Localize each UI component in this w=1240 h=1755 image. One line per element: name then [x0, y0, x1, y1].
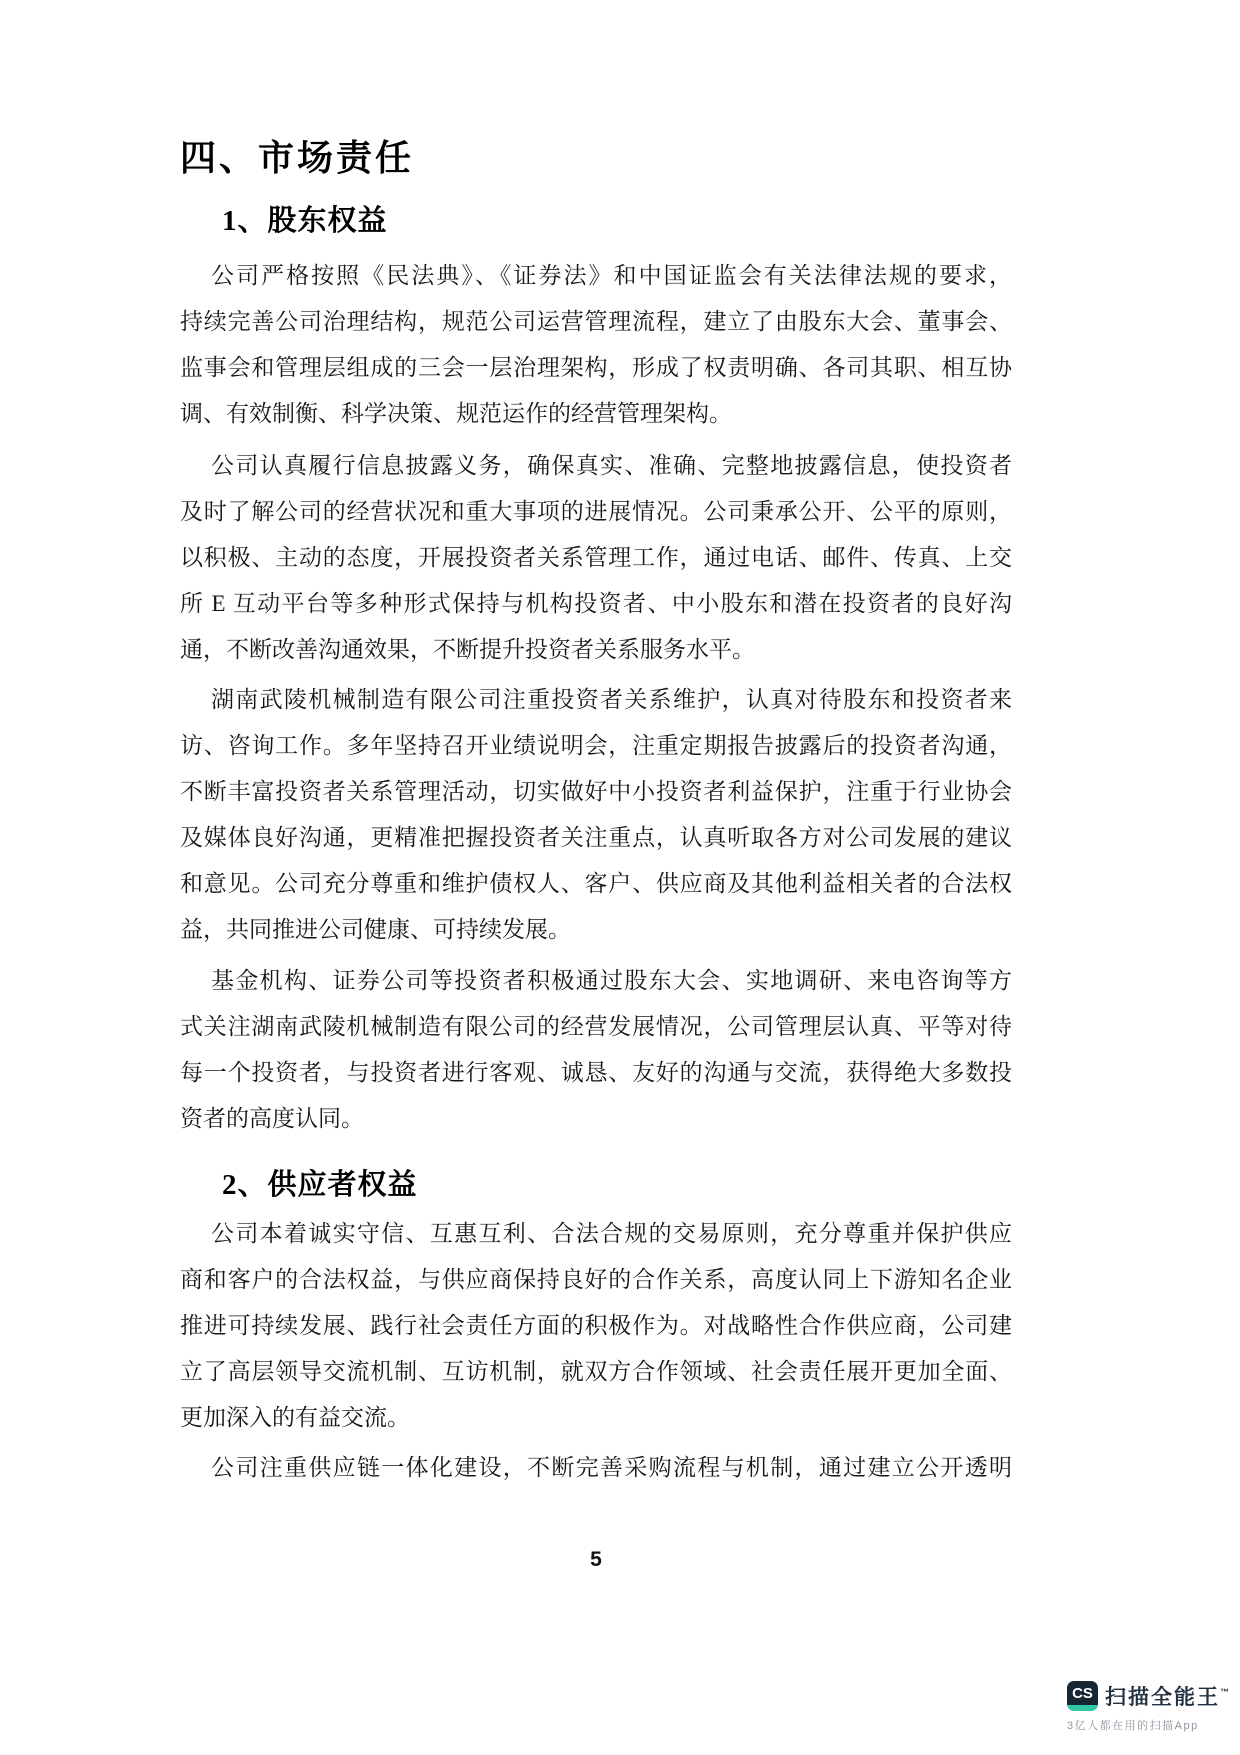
page-number: 5: [590, 1548, 602, 1571]
camscanner-brand-text: 扫描全能王: [1105, 1686, 1220, 1709]
text-line: 公司严格按照《民法典》、《证券法》和中国证监会有关法律法规的要求，: [211, 263, 1012, 288]
text-line: 更加深入的有益交流。: [180, 1405, 410, 1430]
text-line: 调、有效制衡、科学决策、规范运作的经营管理架构。: [180, 401, 732, 426]
text-line: 资者的高度认同。: [180, 1106, 364, 1131]
subsection-heading-supplier-rights: 2、供应者权益: [222, 1169, 418, 1201]
text-line: 和意见。公司充分尊重和维护债权人、客户、供应商及其他利益相关者的合法权: [180, 871, 1012, 896]
text-line: 推进可持续发展、践行社会责任方面的积极作为。对战略性合作供应商，公司建: [180, 1313, 1012, 1338]
text-line: 及媒体良好沟通，更精准把握投资者关注重点，认真听取各方对公司发展的建议: [180, 825, 1012, 850]
paragraph-investor-relations: [180, 677, 1012, 953]
paragraph-investor-recognition: [180, 958, 1012, 1142]
trademark-symbol: ™: [1220, 1687, 1229, 1697]
paragraph-supplier-cooperation: [180, 1211, 1012, 1441]
text-line: 公司认真履行信息披露义务，确保真实、准确、完整地披露信息，使投资者: [211, 453, 1012, 478]
text-line: 持续完善公司治理结构，规范公司运营管理流程，建立了由股东大会、董事会、: [180, 309, 1012, 334]
text-line: 每一个投资者，与投资者进行客观、诚恳、友好的沟通与交流，获得绝大多数投: [180, 1060, 1012, 1085]
text-line: 所 E 互动平台等多种形式保持与机构投资者、中小股东和潜在投资者的良好沟: [180, 591, 1012, 616]
text-line: 式关注湖南武陵机械制造有限公司的经营发展情况，公司管理层认真、平等对待: [180, 1014, 1012, 1039]
text-line: 不断丰富投资者关系管理活动，切实做好中小投资者利益保护，注重于行业协会: [180, 779, 1012, 804]
paragraph-information-disclosure: [180, 443, 1012, 673]
text-line: 公司本着诚实守信、互惠互利、合法合规的交易原则，充分尊重并保护供应: [211, 1221, 1012, 1246]
text-line: 访、咨询工作。多年坚持召开业绩说明会，注重定期报告披露后的投资者沟通，: [180, 733, 1012, 758]
subsection-heading-shareholder-rights: 1、股东权益: [222, 205, 388, 237]
text-line: 湖南武陵机械制造有限公司注重投资者关系维护，认真对待股东和投资者来: [211, 687, 1012, 712]
text-line: 监事会和管理层组成的三会一层治理架构，形成了权责明确、各司其职、相互协: [180, 355, 1012, 380]
camscanner-watermark: [1067, 1681, 1229, 1733]
text-line: 立了高层领导交流机制、互访机制，就双方合作领域、社会责任展开更加全面、: [180, 1359, 1012, 1384]
camscanner-brand-row: [1067, 1681, 1229, 1711]
text-line: 益，共同推进公司健康、可持续发展。: [180, 917, 571, 942]
camscanner-logo-icon: CS: [1067, 1681, 1098, 1711]
camscanner-brand-name: [1105, 1681, 1229, 1711]
text-line: 及时了解公司的经营状况和重大事项的进展情况。公司秉承公开、公平的原则，: [180, 499, 1012, 524]
text-line: 以积极、主动的态度，开展投资者关系管理工作，通过电话、邮件、传真、上交: [180, 545, 1012, 570]
text-line: 通，不断改善沟通效果，不断提升投资者关系服务水平。: [180, 637, 755, 662]
camscanner-tagline: 3亿人都在用的扫描App: [1067, 1720, 1199, 1732]
paragraph-supply-chain: [180, 1445, 1012, 1491]
section-title: 四、市场责任: [180, 138, 415, 178]
text-line: 商和客户的合法权益，与供应商保持良好的合作关系，高度认同上下游知名企业: [180, 1267, 1012, 1292]
text-line: 公司注重供应链一体化建设，不断完善采购流程与机制，通过建立公开透明: [211, 1455, 1012, 1480]
text-line: 基金机构、证券公司等投资者积极通过股东大会、实地调研、来电咨询等方: [211, 968, 1012, 993]
paragraph-governance: [180, 253, 1012, 437]
